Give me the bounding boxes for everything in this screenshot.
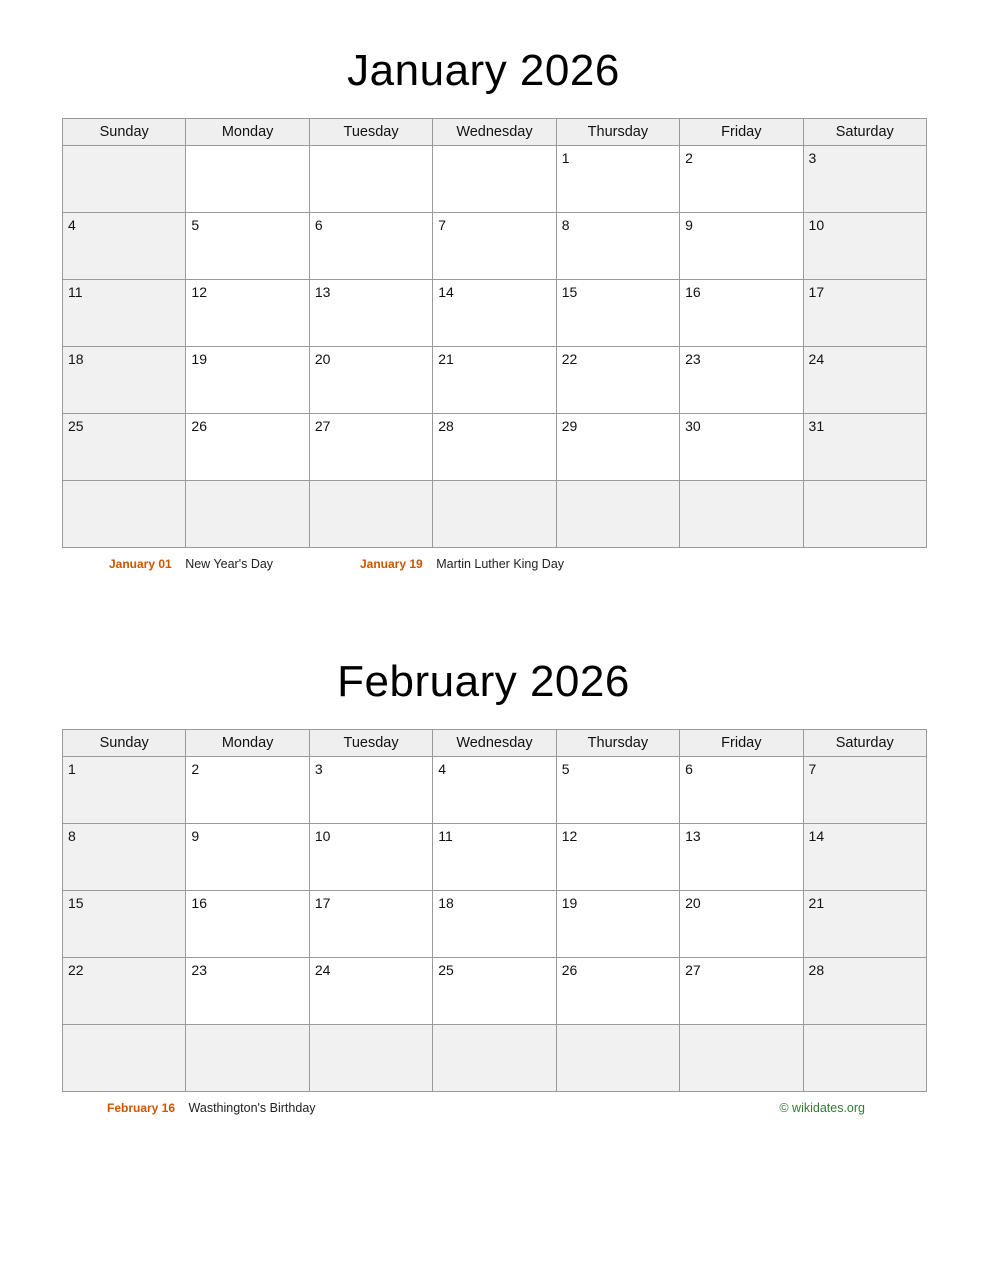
day-cell[interactable]: 12: [186, 280, 309, 347]
day-cell[interactable]: 17: [803, 280, 926, 347]
day-cell[interactable]: 6: [680, 757, 803, 824]
holiday-item: [360, 557, 564, 571]
day-cell[interactable]: 25: [63, 414, 186, 481]
holiday-item: [109, 557, 273, 571]
site-credit[interactable]: © wikidates.org: [779, 1101, 865, 1115]
holiday-date: January 01: [109, 557, 172, 571]
day-cell[interactable]: 7: [433, 213, 556, 280]
day-cell[interactable]: 11: [433, 824, 556, 891]
weekday-header-row: [63, 119, 927, 146]
calendar-week-row: [63, 213, 927, 280]
day-cell[interactable]: [433, 146, 556, 213]
calendar-week-row: [63, 891, 927, 958]
holiday-name: Martin Luther King Day: [436, 557, 565, 571]
day-cell[interactable]: 9: [680, 213, 803, 280]
day-cell[interactable]: 19: [556, 891, 679, 958]
weekday-header-row: [63, 730, 927, 757]
holiday-name: New Year's Day: [185, 557, 274, 571]
day-cell[interactable]: [433, 481, 556, 548]
day-cell[interactable]: 17: [309, 891, 432, 958]
holiday-list-february: [62, 1101, 927, 1121]
day-cell[interactable]: 10: [803, 213, 926, 280]
weekday-header-friday: Friday: [680, 730, 803, 757]
day-cell[interactable]: 21: [803, 891, 926, 958]
day-cell[interactable]: 20: [680, 891, 803, 958]
day-cell[interactable]: 29: [556, 414, 679, 481]
day-cell[interactable]: [680, 1025, 803, 1092]
weekday-header-saturday: Saturday: [803, 730, 926, 757]
day-cell[interactable]: 21: [433, 347, 556, 414]
day-cell[interactable]: 11: [63, 280, 186, 347]
day-cell[interactable]: [556, 1025, 679, 1092]
weekday-header-monday: Monday: [186, 730, 309, 757]
day-cell[interactable]: 2: [186, 757, 309, 824]
day-cell[interactable]: 15: [63, 891, 186, 958]
day-cell[interactable]: 1: [63, 757, 186, 824]
calendar-table-january: [62, 118, 927, 548]
weekday-header-sunday: Sunday: [63, 730, 186, 757]
day-cell[interactable]: 24: [803, 347, 926, 414]
day-cell[interactable]: 27: [309, 414, 432, 481]
weekday-header-tuesday: Tuesday: [309, 730, 432, 757]
holiday-list-january: [62, 557, 927, 577]
weekday-header-wednesday: Wednesday: [433, 730, 556, 757]
day-cell[interactable]: 19: [186, 347, 309, 414]
day-cell[interactable]: 15: [556, 280, 679, 347]
day-cell[interactable]: 8: [63, 824, 186, 891]
calendar-week-row: [63, 1025, 927, 1092]
day-cell[interactable]: 7: [803, 757, 926, 824]
month-block-january: [0, 46, 989, 577]
day-cell[interactable]: [63, 1025, 186, 1092]
day-cell[interactable]: 3: [803, 146, 926, 213]
holiday-date: February 16: [107, 1101, 176, 1115]
holiday-item: [107, 1101, 316, 1115]
day-cell[interactable]: 23: [186, 958, 309, 1025]
day-cell[interactable]: [433, 1025, 556, 1092]
day-cell[interactable]: [186, 481, 309, 548]
weekday-header-saturday: Saturday: [803, 119, 926, 146]
day-cell[interactable]: 12: [556, 824, 679, 891]
day-cell[interactable]: [63, 481, 186, 548]
calendar-week-row: [63, 146, 927, 213]
holiday-name: Wasthington's Birthday: [188, 1101, 316, 1115]
calendar-week-row: [63, 280, 927, 347]
day-cell[interactable]: [556, 481, 679, 548]
day-cell[interactable]: [309, 481, 432, 548]
day-cell[interactable]: 27: [680, 958, 803, 1025]
day-cell[interactable]: 5: [556, 757, 679, 824]
day-cell[interactable]: 13: [680, 824, 803, 891]
day-cell[interactable]: 14: [433, 280, 556, 347]
calendar-week-row: [63, 481, 927, 548]
day-cell[interactable]: 30: [680, 414, 803, 481]
day-cell[interactable]: 28: [803, 958, 926, 1025]
day-cell[interactable]: [803, 481, 926, 548]
day-cell[interactable]: 1: [556, 146, 679, 213]
calendar-week-row: [63, 347, 927, 414]
day-cell[interactable]: [309, 1025, 432, 1092]
page-title-february: February 2026: [337, 657, 630, 706]
day-cell[interactable]: 23: [680, 347, 803, 414]
calendar-table-february: [62, 729, 927, 1092]
day-cell[interactable]: 22: [63, 958, 186, 1025]
calendar-week-row: [63, 414, 927, 481]
weekday-header-wednesday: Wednesday: [433, 119, 556, 146]
weekday-header-tuesday: Tuesday: [309, 119, 432, 146]
day-cell[interactable]: 4: [63, 213, 186, 280]
day-cell[interactable]: 28: [433, 414, 556, 481]
day-cell[interactable]: 18: [433, 891, 556, 958]
day-cell[interactable]: 26: [556, 958, 679, 1025]
calendar-week-row: [63, 757, 927, 824]
day-cell[interactable]: 4: [433, 757, 556, 824]
day-cell[interactable]: 9: [186, 824, 309, 891]
day-cell[interactable]: 20: [309, 347, 432, 414]
day-cell[interactable]: [309, 146, 432, 213]
day-cell[interactable]: 26: [186, 414, 309, 481]
day-cell[interactable]: 22: [556, 347, 679, 414]
day-cell[interactable]: [803, 1025, 926, 1092]
month-block-february: [0, 657, 989, 1121]
day-cell[interactable]: 25: [433, 958, 556, 1025]
day-cell[interactable]: 18: [63, 347, 186, 414]
day-cell[interactable]: [186, 1025, 309, 1092]
day-cell[interactable]: 2: [680, 146, 803, 213]
calendar-week-row: [63, 958, 927, 1025]
day-cell[interactable]: 3: [309, 757, 432, 824]
weekday-header-monday: Monday: [186, 119, 309, 146]
page-title-january: January 2026: [347, 46, 620, 95]
holiday-date: January 19: [360, 557, 423, 571]
day-cell[interactable]: [63, 146, 186, 213]
day-cell[interactable]: 6: [309, 213, 432, 280]
weekday-header-friday: Friday: [680, 119, 803, 146]
calendar-week-row: [63, 824, 927, 891]
day-cell[interactable]: 24: [309, 958, 432, 1025]
weekday-header-thursday: Thursday: [556, 730, 679, 757]
day-cell[interactable]: 31: [803, 414, 926, 481]
weekday-header-thursday: Thursday: [556, 119, 679, 146]
day-cell[interactable]: 5: [186, 213, 309, 280]
day-cell[interactable]: 8: [556, 213, 679, 280]
day-cell[interactable]: 14: [803, 824, 926, 891]
day-cell[interactable]: 10: [309, 824, 432, 891]
weekday-header-sunday: Sunday: [63, 119, 186, 146]
day-cell[interactable]: 16: [680, 280, 803, 347]
day-cell[interactable]: [186, 146, 309, 213]
day-cell[interactable]: 16: [186, 891, 309, 958]
day-cell[interactable]: 13: [309, 280, 432, 347]
day-cell[interactable]: [680, 481, 803, 548]
